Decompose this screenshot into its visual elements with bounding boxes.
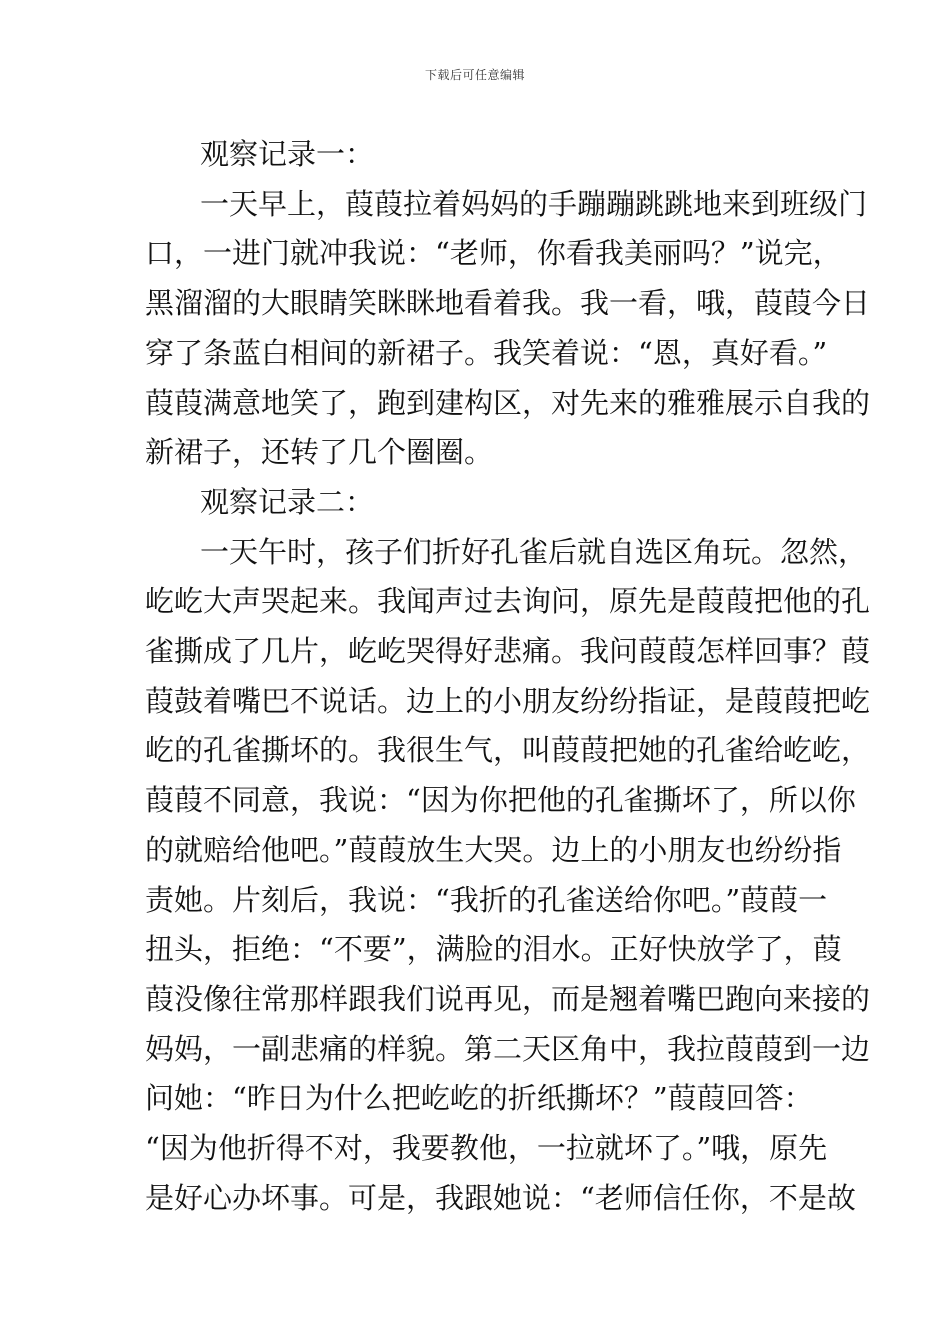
paragraph-line: 黑溜溜的大眼睛笑眯眯地看着我。我一看，哦，葭葭今日 [145, 286, 871, 321]
header-note: 下载后可任意编辑 [424, 68, 525, 82]
paragraph-line: 问她：“昨日为什么把屹屹的折纸撕坏？”葭葭回答： [145, 1081, 813, 1116]
paragraph-line: 的就赔给他吧。”葭葭放生大哭。边上的小朋友也纷纷指 [145, 832, 842, 867]
paragraph-line: 扭头，拒绝：“不要”，满脸的泪水。正好快放学了，葭 [145, 932, 842, 967]
paragraph-line: 妈妈，一副悲痛的样貌。第二天区角中，我拉葭葭到一边 [145, 1031, 871, 1066]
section-heading-1: 观察记录一： [200, 137, 375, 171]
paragraph-line: 葭没像往常那样跟我们说再见，而是翘着嘴巴跑向来接的 [145, 981, 871, 1016]
paragraph-line: 责她。片刻后，我说：“我折的孔雀送给你吧。”葭葭一 [145, 882, 828, 917]
paragraph-line: “因为他折得不对，我要教他，一拉就坏了。”哦，原先 [145, 1131, 828, 1166]
paragraph-line: 口，一进门就冲我说：“老师，你看我美丽吗？”说完， [145, 236, 842, 271]
paragraph-line: 葭葭不同意，我说：“因为你把他的孔雀撕坏了，所以你 [145, 783, 856, 818]
paragraph-line: 葭葭满意地笑了，跑到建构区，对先来的雅雅展示自我的 [145, 385, 871, 420]
document-body [145, 130, 871, 1223]
paragraph-line: 葭鼓着嘴巴不说话。边上的小朋友纷纷指证，是葭葭把屹 [145, 683, 871, 718]
paragraph-line: 是好心办坏事。可是，我跟她说：“老师信任你，不是故 [145, 1180, 856, 1215]
paragraph-line: 屹的孔雀撕坏的。我很生气，叫葭葭把她的孔雀给屹屹， [145, 733, 871, 768]
paragraph-line: 新裙子，还转了几个圈圈。 [145, 435, 494, 470]
paragraph-line: 一天早上，葭葭拉着妈妈的手蹦蹦跳跳地来到班级门 [200, 186, 868, 221]
paragraph-line: 穿了条蓝白相间的新裙子。我笑着说：“恩，真好看。” [145, 335, 828, 370]
paragraph-line: 一天午时，孩子们折好孔雀后就自选区角玩。忽然， [200, 534, 868, 569]
section-heading-2: 观察记录二： [200, 484, 375, 519]
paragraph-line: 雀撕成了几片，屹屹哭得好悲痛。我问葭葭怎样回事？葭 [145, 634, 871, 669]
paragraph-line: 屹屹大声哭起来。我闻声过去询问，原先是葭葭把他的孔 [145, 584, 871, 619]
